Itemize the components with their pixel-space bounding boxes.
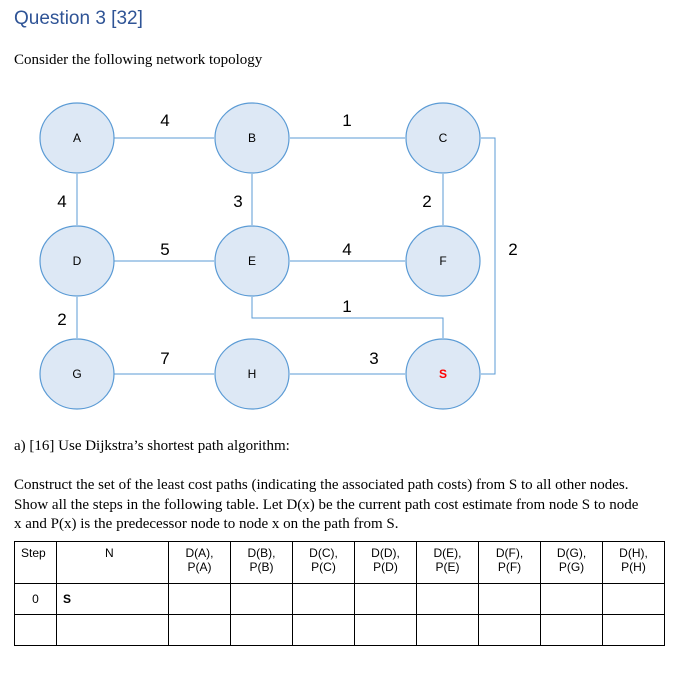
- edge-c-s: [481, 138, 495, 374]
- node-label-g: G: [72, 367, 82, 381]
- node-label-a: A: [72, 131, 82, 145]
- header-f: D(F), P(F): [479, 542, 541, 584]
- header-step: Step: [15, 542, 57, 584]
- dijkstra-table: [14, 541, 665, 646]
- part-a-instructions: Construct the set of the least cost paths (indicating the associated path costs) from S to all other nodes. Show all the steps in the following table. Let D(x) be the current path cost estimate from node S to node x and P(x) is the predecessor node to node x on the path from S.: [14, 477, 639, 532]
- node-label-s: S: [438, 367, 448, 381]
- weight-a-b: 4: [160, 111, 170, 130]
- weight-g-h: 7: [160, 349, 170, 368]
- row-step: 0: [15, 584, 57, 615]
- header-e: D(E), P(E): [417, 542, 479, 584]
- weight-e-s: 1: [342, 297, 352, 316]
- node-label-h: H: [247, 367, 257, 381]
- weight-b-e: 3: [233, 192, 243, 211]
- weight-a-d: 4: [57, 192, 67, 211]
- header-h: D(H), P(H): [603, 542, 665, 584]
- weight-e-f: 4: [342, 240, 352, 259]
- weight-c-s: 2: [508, 240, 518, 259]
- table-row: [15, 615, 665, 646]
- header-d: D(D), P(D): [355, 542, 417, 584]
- weight-d-g: 2: [57, 310, 67, 329]
- header-n: N: [57, 542, 169, 584]
- weight-h-s: 3: [369, 349, 379, 368]
- header-c: D(C), P(C): [293, 542, 355, 584]
- node-label-f: F: [439, 254, 447, 268]
- node-label-c: C: [438, 131, 448, 145]
- header-b: D(B), P(B): [231, 542, 293, 584]
- question-title: Question 3 [32]: [14, 8, 143, 29]
- node-label-d: D: [72, 254, 82, 268]
- weight-c-f: 2: [422, 192, 432, 211]
- row-n: S: [57, 584, 169, 615]
- header-g: D(G), P(G): [541, 542, 603, 584]
- weight-d-e: 5: [160, 240, 170, 259]
- intro-text: Consider the following network topology: [14, 52, 263, 68]
- table-row: [15, 584, 665, 615]
- part-a-question: a) [16] Use Dijkstra’s shortest path algorithm:: [14, 438, 290, 454]
- table-header-row: [15, 542, 665, 584]
- weight-b-c: 1: [342, 111, 352, 130]
- header-a: D(A), P(A): [169, 542, 231, 584]
- node-label-e: E: [247, 254, 257, 268]
- node-label-b: B: [247, 131, 257, 145]
